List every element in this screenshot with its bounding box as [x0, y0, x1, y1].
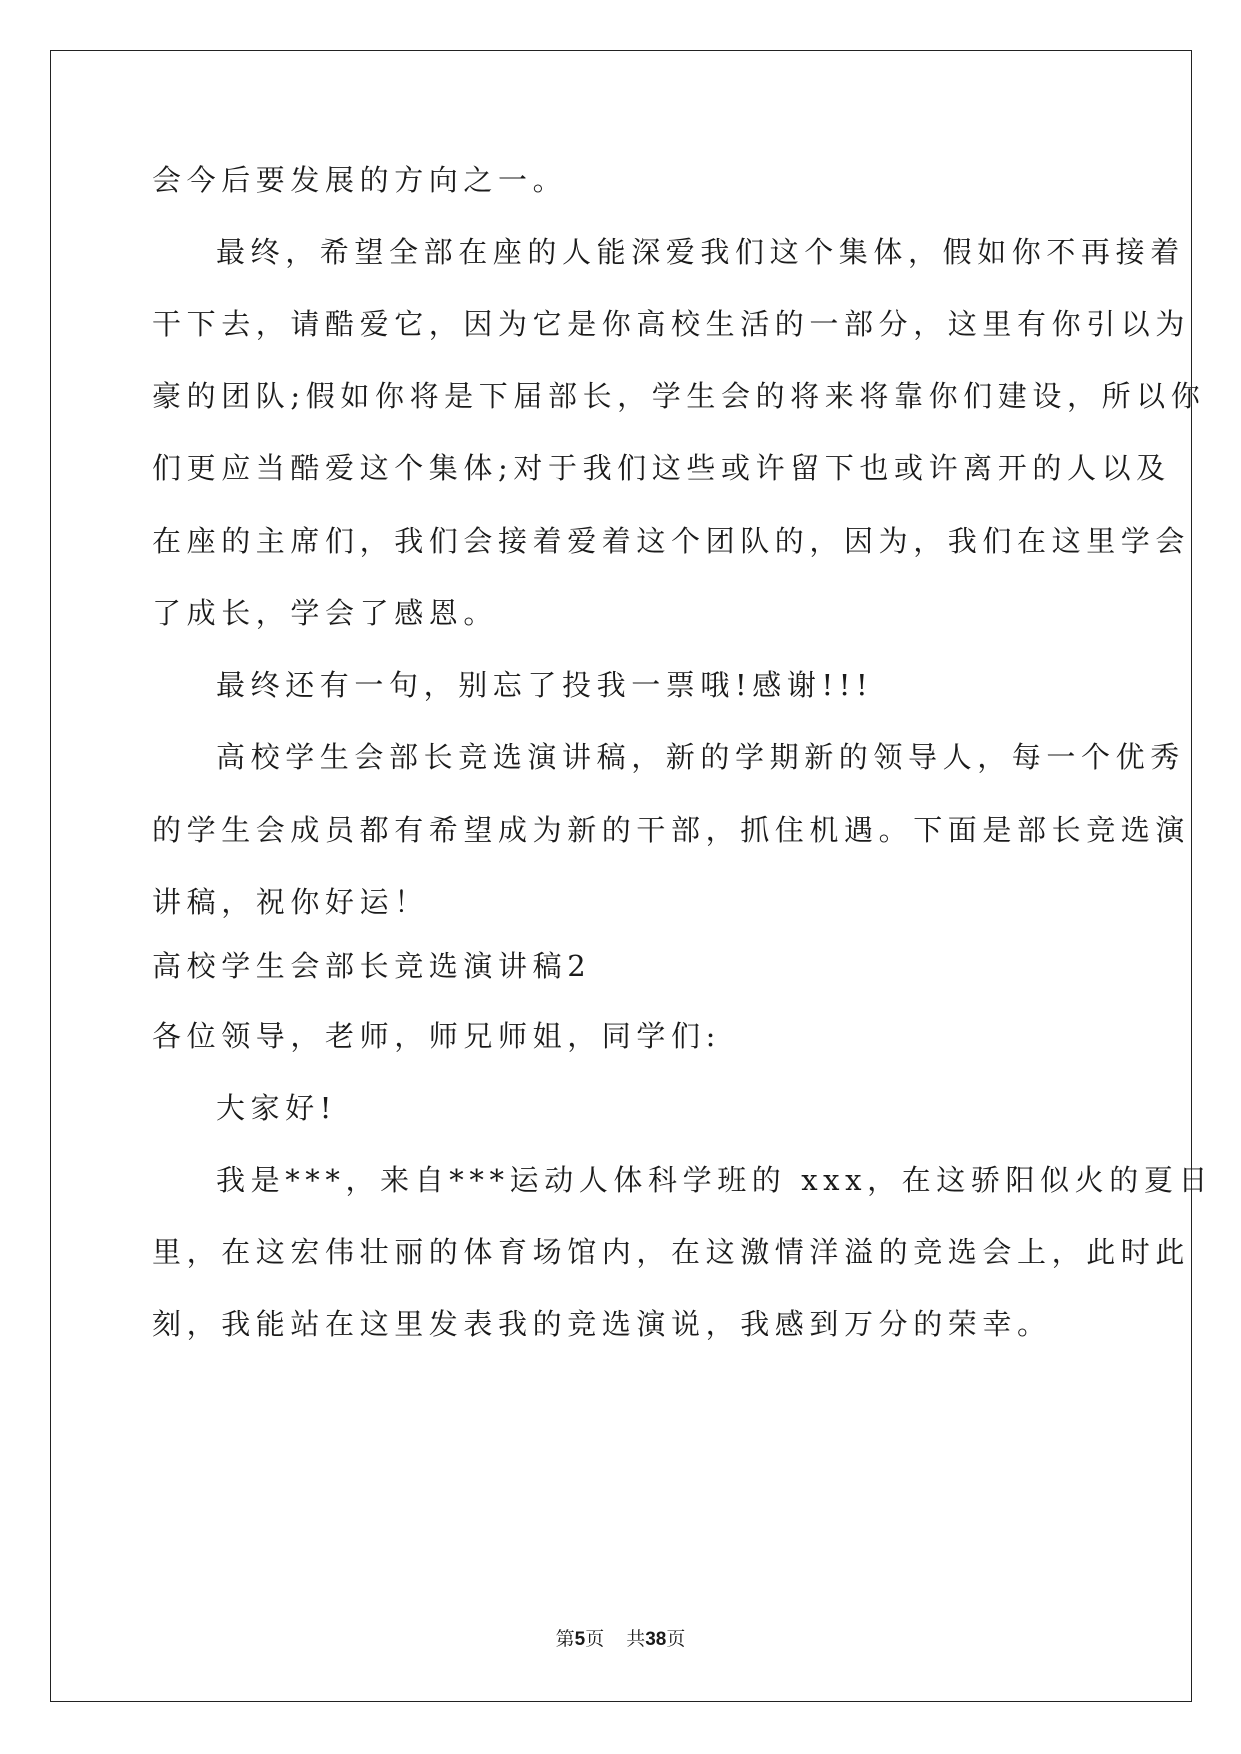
text-line: 最终，希望全部在座的人能深爱我们这个集体，假如你不再接着	[216, 235, 1185, 269]
text-line: 干下去，请酷爱它，因为它是你高校生活的一部分，这里有你引以为	[152, 307, 1191, 341]
section-heading: 高校学生会部长竞选演讲稿2	[152, 949, 592, 983]
page-prefix: 第	[555, 1629, 575, 1650]
page-border	[50, 50, 1192, 1702]
text-line: 在座的主席们，我们会接着爱着这个团队的，因为，我们在这里学会	[152, 524, 1191, 558]
total-pages: 38	[645, 1629, 667, 1650]
text-line: 最终还有一句，别忘了投我一票哦!感谢!!!	[216, 668, 874, 702]
text-line: 讲稿，祝你好运！	[152, 885, 429, 919]
text-line: 刻，我能站在这里发表我的竞选演说，我感到万分的荣幸。	[152, 1307, 1052, 1341]
page-suffix: 页	[585, 1629, 605, 1650]
total-prefix: 共	[626, 1629, 646, 1650]
text-line: 豪的团队;假如你将是下届部长，学生会的将来将靠你们建设，所以你	[152, 379, 1206, 413]
text-line: 的学生会成员都有希望成为新的干部，抓住机遇。下面是部长竞选演	[152, 813, 1191, 847]
text-line: 们更应当酷爱这个集体;对于我们这些或许留下也或许离开的人以及	[152, 451, 1171, 485]
greeting: 大家好!	[216, 1091, 338, 1125]
text-line: 会今后要发展的方向之一。	[152, 163, 568, 197]
salutation: 各位领导，老师，师兄师姐，同学们:	[152, 1019, 721, 1053]
text-line: 了成长，学会了感恩。	[152, 596, 499, 630]
text-line: 我是***，来自***运动人体科学班的 xxx，在这骄阳似火的夏日	[216, 1163, 1214, 1197]
text-line: 高校学生会部长竞选演讲稿，新的学期新的领导人，每一个优秀	[216, 740, 1185, 774]
page-footer	[0, 1628, 1241, 1652]
text-line: 里，在这宏伟壮丽的体育场馆内，在这激情洋溢的竞选会上，此时此	[152, 1235, 1191, 1269]
total-suffix: 页	[666, 1629, 686, 1650]
page-number: 5	[574, 1629, 586, 1650]
